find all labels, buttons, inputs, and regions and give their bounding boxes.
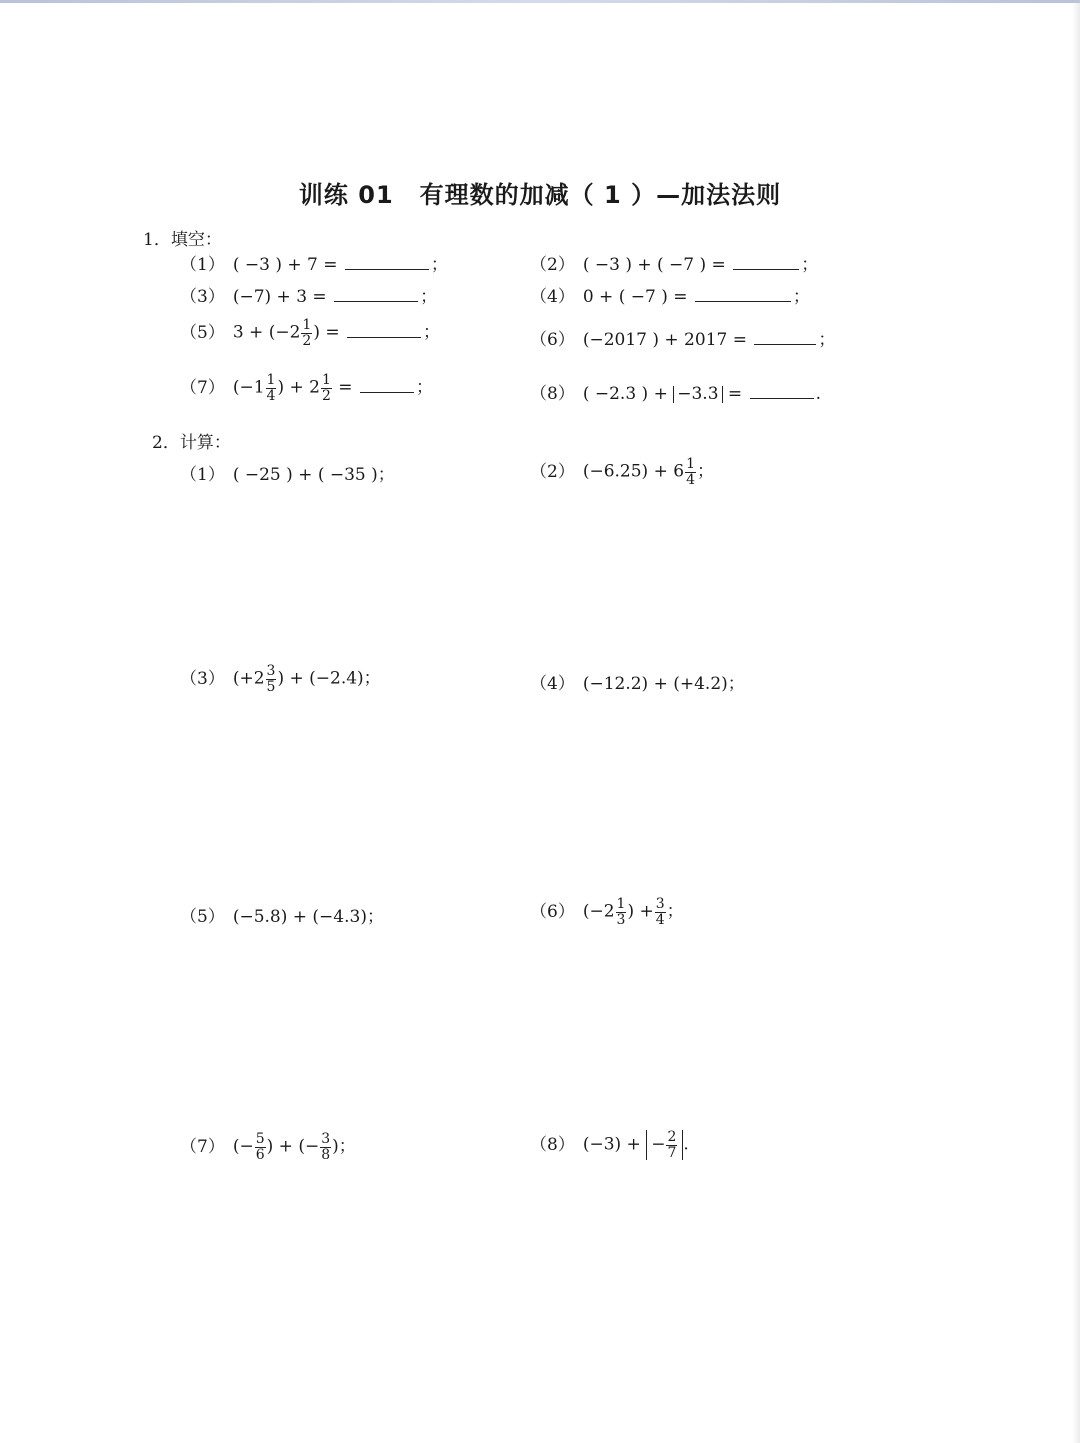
title-left: 训练 01 (298, 181, 394, 209)
section1-label: 1．填空： (143, 230, 222, 250)
calc-item-7: （7） (− $\frac{5}{6}$ ) + (− $\frac{3}{8}$ )； (180, 1131, 356, 1163)
section2-label: 2．计算： (152, 433, 231, 453)
absolute-value: −3.3 (673, 386, 722, 403)
fill-item-6: （6） (−2017 ) + 2017 = ； (530, 330, 836, 350)
fraction: $\frac{3}{8}$ (321, 1131, 331, 1163)
fill-item-1: （1） ( −3 ) + 7 = ； (180, 255, 448, 275)
fill-item-7: （7） (−1 $\frac{1}{4}$ ) + 2 $\frac{1}{2}$ = ； (180, 372, 433, 404)
answer-blank[interactable] (360, 378, 414, 393)
fraction: $\frac{2}{7}$ (667, 1129, 677, 1161)
fraction: $\frac{1}{2}$ (302, 317, 312, 349)
fraction: $\frac{1}{3}$ (616, 896, 626, 928)
fill-item-3: （3） (−7) + 3 = ； (180, 287, 438, 307)
answer-blank[interactable] (695, 287, 791, 302)
calc-item-5: （5） (−5.8) + (−4.3)； (180, 907, 384, 927)
page-title (0, 175, 1080, 210)
fraction: $\frac{1}{4}$ (266, 372, 276, 404)
fraction: $\frac{5}{6}$ (255, 1131, 265, 1163)
answer-blank[interactable] (750, 384, 814, 399)
answer-blank[interactable] (345, 255, 429, 270)
fill-item-5: （5） 3 + (−2 $\frac{1}{2}$ ) = ； (180, 317, 440, 349)
calc-item-2: （2） (−6.25) + 6 $\frac{1}{4}$ ； (530, 456, 714, 488)
calc-item-3: （3） (+2 $\frac{3}{5}$ ) + (−2.4)； (180, 663, 381, 695)
fill-item-2: （2） ( −3 ) + ( −7 ) = ； (530, 255, 819, 275)
calc-item-1: （1） ( −25 ) + ( −35 )； (180, 465, 395, 485)
fill-item-8: （8） ( −2.3 ) + −3.3 = . (530, 384, 821, 404)
answer-blank[interactable] (754, 330, 816, 345)
fill-item-4: （4） 0 + ( −7 ) = ； (530, 287, 810, 307)
calc-item-4: （4） (−12.2) + (+4.2)； (530, 674, 745, 694)
title-right: 有理数的加减（ 1 ）—加法法则 (419, 181, 782, 209)
fraction: $\frac{3}{5}$ (266, 663, 276, 695)
calc-item-6: （6） (−2 $\frac{1}{3}$ ) + $\frac{3}{4}$ ； (530, 896, 684, 928)
calc-item-8: （8） (−3) + − $\frac{2}{7}$ . (530, 1129, 689, 1161)
fraction: $\frac{3}{4}$ (655, 896, 665, 928)
answer-blank[interactable] (347, 323, 421, 338)
answer-blank[interactable] (733, 255, 799, 270)
answer-blank[interactable] (334, 287, 418, 302)
fraction: $\frac{1}{2}$ (321, 372, 331, 404)
absolute-value: − $\frac{2}{7}$ (646, 1130, 683, 1160)
fraction: $\frac{1}{4}$ (686, 456, 695, 488)
